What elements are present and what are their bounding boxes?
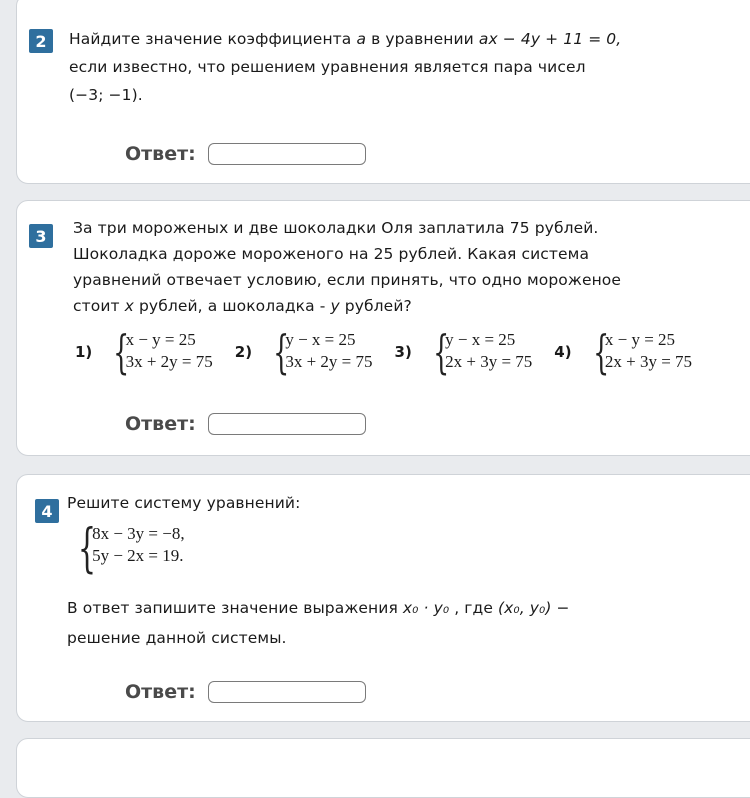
- brace-icon: {: [273, 325, 290, 379]
- answer-row: [125, 413, 366, 435]
- brace-icon: {: [113, 325, 130, 379]
- answer-label: Ответ:: [125, 143, 196, 165]
- question-card-4: [16, 474, 750, 722]
- equation-system: { y − x = 25 3x + 2y = 75: [273, 325, 373, 379]
- question-card-next: [16, 738, 750, 798]
- question-text: Найдите значение коэффициента a в уравнении ax − 4y + 11 = 0, если известно, что решением уравнения является пара чисел (−3; −1).: [69, 30, 622, 104]
- question-text: Решите систему уравнений:: [67, 494, 301, 512]
- question-number-badge: 2: [29, 29, 53, 53]
- brace-icon: {: [77, 519, 97, 579]
- question-number-badge: 4: [35, 499, 59, 523]
- option-2[interactable]: 2) { y − x = 25 3x + 2y = 75: [234, 325, 373, 379]
- answer-label: Ответ:: [125, 413, 196, 435]
- question-text: За три мороженых и две шоколадки Оля заплатила 75 рублей. Шоколадка дороже мороженого на 25 рублей. Какая система уравнений отвечает условию, если принять, что одно мороженое стоит x рублей, а шоколадка - y рублей?: [73, 219, 622, 315]
- answer-row: [125, 681, 366, 703]
- question-text-continued: В ответ запишите значение выражения x₀ · y₀ , где (x₀, y₀) − решение данной системы.: [67, 599, 570, 647]
- equation-system: { y − x = 25 2x + 3y = 75: [433, 325, 533, 379]
- answer-options: [75, 325, 714, 379]
- question-card-2: [16, 0, 750, 184]
- answer-input[interactable]: [208, 413, 366, 435]
- option-3[interactable]: 3) { y − x = 25 2x + 3y = 75: [394, 325, 533, 379]
- brace-icon: {: [433, 325, 450, 379]
- equation-system: { 8x − 3y = −8, 5y − 2x = 19.: [77, 519, 185, 579]
- answer-input[interactable]: [208, 681, 366, 703]
- brace-icon: {: [592, 325, 609, 379]
- equation-system: { x − y = 25 2x + 3y = 75: [592, 325, 693, 379]
- question-number-badge: 3: [29, 224, 53, 248]
- answer-input[interactable]: [208, 143, 366, 165]
- option-4[interactable]: 4) { x − y = 25 2x + 3y = 75: [554, 325, 693, 379]
- option-1[interactable]: 1) { x − y = 25 3x + 2y = 75: [75, 325, 213, 379]
- answer-label: Ответ:: [125, 681, 196, 703]
- equation-system: { x − y = 25 3x + 2y = 75: [113, 325, 213, 379]
- answer-row: [125, 143, 366, 165]
- question-card-3: [16, 200, 750, 456]
